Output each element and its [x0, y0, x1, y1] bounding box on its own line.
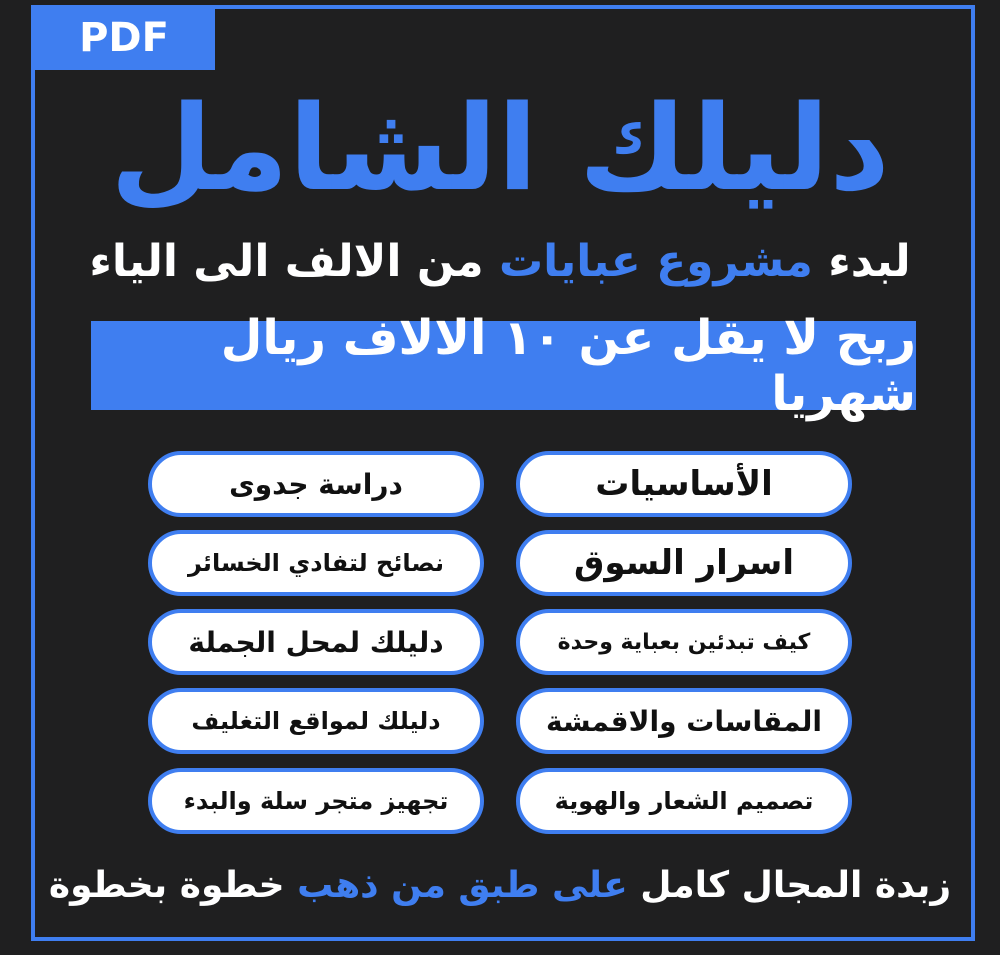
- topic-wholesale-guide: دليلك لمحل الجملة: [148, 609, 484, 675]
- subtitle-part1: لبدء: [812, 236, 911, 287]
- footer-highlight: على طبق من ذهب: [297, 865, 628, 906]
- topic-logo-identity: تصميم الشعار والهوية: [516, 768, 852, 834]
- topic-basics: الأساسيات: [516, 451, 852, 517]
- topic-sizes-fabrics: المقاسات والاقمشة: [516, 688, 852, 754]
- pdf-badge: PDF: [33, 6, 215, 70]
- topic-packaging-sites: دليلك لمواقع التغليف: [148, 688, 484, 754]
- page-title: دليلك الشامل: [110, 79, 890, 217]
- topic-market-secrets: اسرار السوق: [516, 530, 852, 596]
- subtitle-highlight: مشروع عبايات: [498, 236, 813, 287]
- topic-start-one-abaya: كيف تبدئين بعباية وحدة: [516, 609, 852, 675]
- topic-salla-store: تجهيز متجر سلة والبدء: [148, 768, 484, 834]
- subtitle-part2: من الالف الى الياء: [89, 236, 499, 287]
- profit-banner: ربح لا يقل عن ١٠ الالاف ريال شهريا: [91, 321, 916, 410]
- topic-avoid-losses: نصائح لتفادي الخسائر: [148, 530, 484, 596]
- footer-part1: زبدة المجال كامل: [627, 865, 952, 906]
- footer-tagline: [40, 858, 960, 914]
- footer-part2: خطوة بخطوة: [48, 865, 298, 906]
- subtitle: [60, 232, 940, 292]
- topic-feasibility-study: دراسة جدوى: [148, 451, 484, 517]
